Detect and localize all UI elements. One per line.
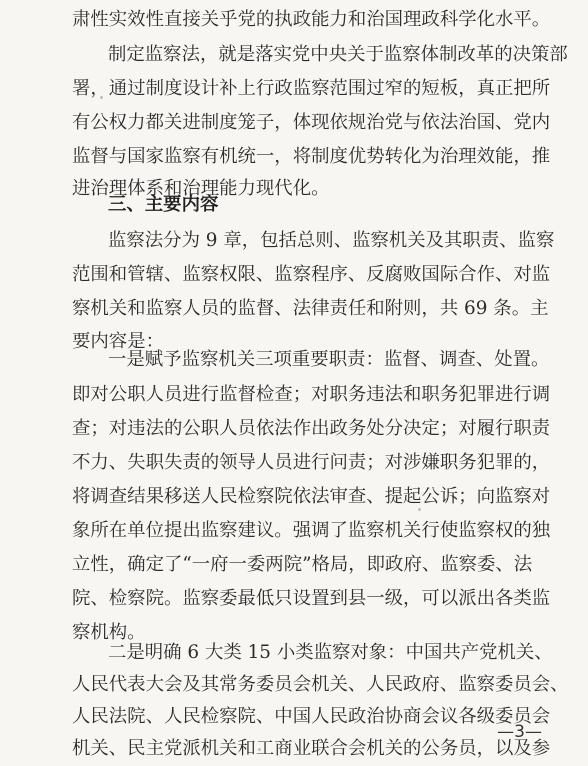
text-line: 将调查结果移送人民检察院依法审查、提起公诉；向监察对: [72, 486, 551, 507]
text-line: 人民法院、人民检察院、中国人民政治协商会议各级委员会: [72, 706, 551, 727]
text-line: 一是赋予监察机关三项重要职责：监督、调查、处置。: [108, 349, 550, 370]
text-line: 察机构。: [72, 622, 146, 643]
text-line: 人民代表大会及其常务委员会机关、人民政府、监察委员会、: [72, 674, 569, 695]
text-line: 察机关和监察人员的监督、法律责任和附则，共 69 条。主: [72, 298, 549, 319]
text-line: 象所在单位提出监察建议。强调了监察机关行使监察权的独: [72, 520, 551, 541]
page-number: —3—: [497, 722, 542, 742]
text-line: 即对公职人员进行监督检查；对职务违法和职务犯罪进行调: [72, 384, 551, 405]
text-line: 机关、民主党派机关和工商业联合会机关的公务员，以及参: [72, 738, 551, 759]
scan-speck: [100, 96, 103, 99]
text-line: 监察法分为 9 章，包括总则、监察机关及其职责、监察: [108, 230, 555, 251]
section-heading: 三、主要内容: [108, 194, 219, 215]
text-line: 院、检察院。监察委最低只设置到县一级，可以派出各类监: [72, 588, 551, 609]
text-line: 监督与国家监察有机统一，将制度优势转化为治理效能，推: [72, 146, 551, 167]
scan-speck: [418, 508, 421, 511]
scan-speck: [258, 748, 261, 751]
scan-speck: [226, 456, 229, 459]
text-line: 不力、失职失责的领导人员进行问责；对涉嫌职务犯罪的，: [72, 452, 551, 473]
text-line: 二是明确 6 大类 15 小类监察对象：中国共产党机关、: [108, 642, 553, 663]
text-line: 要内容是：: [72, 331, 164, 352]
text-line: 署，通过制度设计补上行政监察范围过窄的短板，真正把所: [72, 78, 551, 99]
text-line: 范围和管辖、监察权限、监察程序、反腐败国际合作、对监: [72, 264, 551, 285]
text-line: 有公权力都关进制度笼子，体现依规治党与依法治国、党内: [72, 112, 551, 133]
text-line: 制定监察法，就是落实党中央关于监察体制改革的决策部: [108, 44, 568, 65]
text-line: 进治理体系和治理能力现代化。: [72, 178, 330, 199]
text-line: 肃性实效性直接关乎党的执政能力和治国理政科学化水平。: [72, 9, 551, 30]
text-line: 查；对违法的公职人员依法作出政务处分决定；对履行职责: [72, 418, 551, 439]
text-line: 立性，确定了“一府一委两院”格局，即政府、监察委、法: [72, 554, 533, 575]
